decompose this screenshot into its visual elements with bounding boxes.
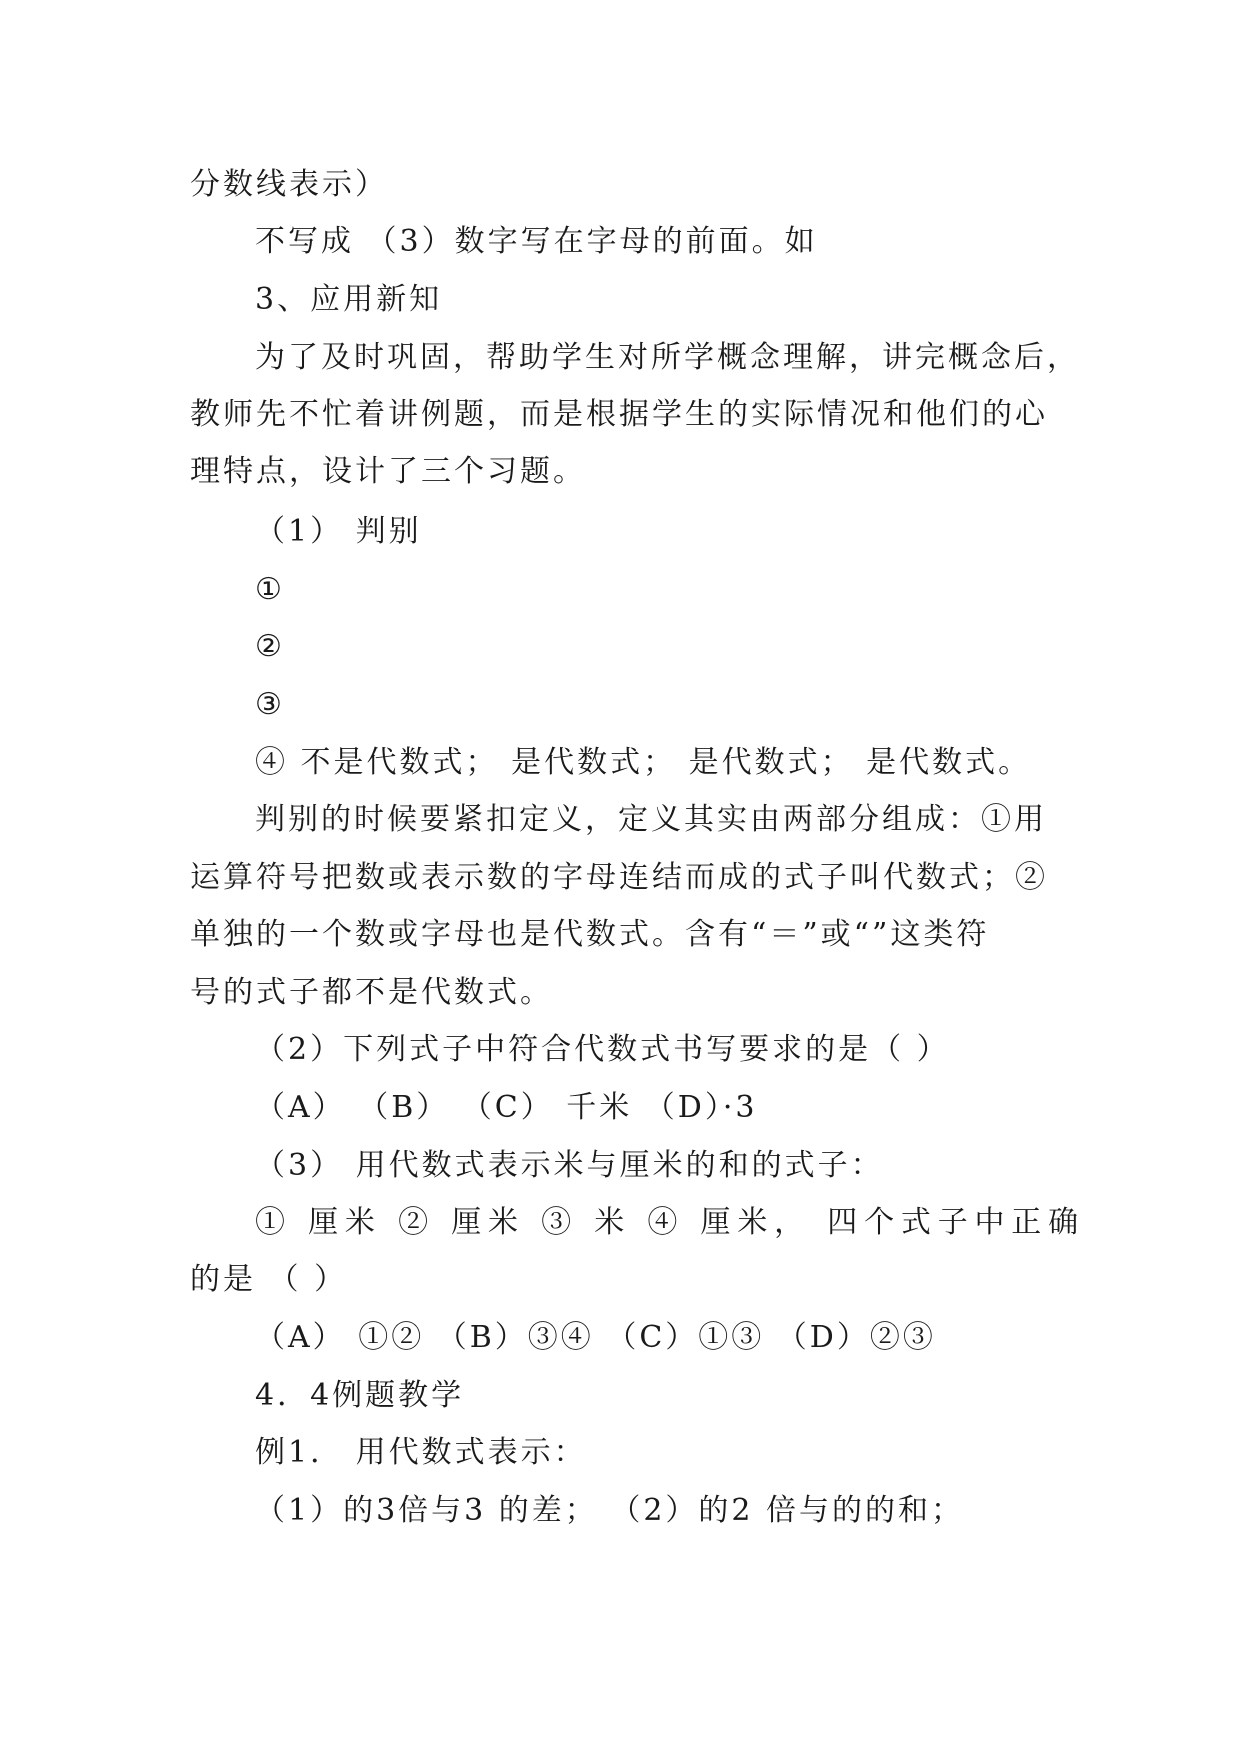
text-line: 不写成 （3）数字写在字母的前面。如 [255, 224, 818, 259]
text-line: （1） 判别 [255, 514, 422, 549]
text-line: 分数线表示） [190, 167, 388, 202]
text-line: 教师先不忙着讲例题，而是根据学生的实际情况和他们的心 [190, 397, 1048, 432]
text-line: ② [255, 629, 285, 664]
text-line: 理特点，设计了三个习题。 [190, 454, 586, 489]
text-line: ① 厘米 ② 厘米 ③ 米 ④ 厘米， 四个式子中正确 [255, 1205, 1085, 1240]
text-line: 运算符号把数或表示数的字母连结而成的式子叫代数式；② [190, 860, 1048, 895]
text-line: 判别的时候要紧扣定义，定义其实由两部分组成：①用 [255, 802, 1047, 837]
text-line: （2）下列式子中符合代数式书写要求的是（ ） [255, 1032, 950, 1067]
text-line: ④ 不是代数式； 是代数式； 是代数式； 是代数式。 [255, 745, 1032, 780]
text-line: （1）的3倍与3 的差； （2）的2 倍与的的和； [255, 1493, 965, 1528]
section-heading: 4．4例题教学 [255, 1378, 465, 1413]
text-line: （A） （B） （C） 千米 （D）·3 [255, 1090, 758, 1125]
text-line: 为了及时巩固，帮助学生对所学概念理解，讲完概念后， [255, 340, 1080, 375]
text-line: ① [255, 572, 285, 607]
text-line: 例1． 用代数式表示： [255, 1435, 587, 1470]
text-line: 单独的一个数或字母也是代数式。含有“＝”或“”这类符 [190, 917, 990, 952]
text-line: （3） 用代数式表示米与厘米的和的式子： [255, 1148, 884, 1183]
text-line: （A） ①② （B）③④ （C）①③ （D）②③ [255, 1320, 936, 1355]
text-line: 的是 （ ） [190, 1262, 348, 1297]
text-line: ③ [255, 687, 285, 722]
section-heading: 3、应用新知 [255, 282, 443, 317]
text-line: 号的式子都不是代数式。 [190, 975, 553, 1010]
